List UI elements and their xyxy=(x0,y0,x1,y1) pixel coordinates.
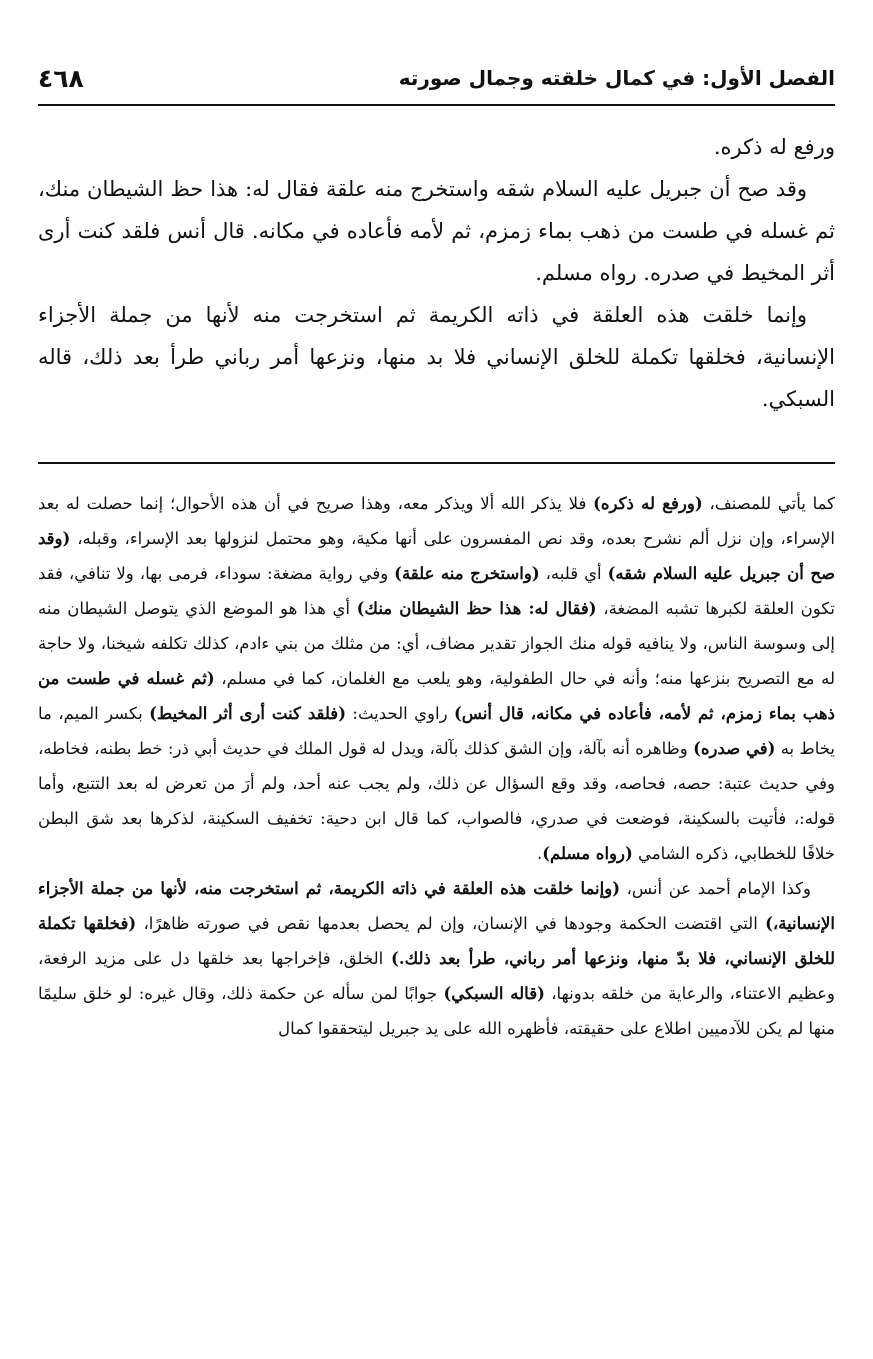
quoted-phrase: (وإنما خلقت هذه العلقة في ذاته الكريمة، ثم استخرجت منه، لأنها من جملة الأجزاء الإنسانية،) xyxy=(38,879,835,933)
commentary-text: وكذا الإمام أحمد عن أنس، xyxy=(620,879,812,898)
page-header xyxy=(38,58,835,98)
commentary-text: كما يأتي للمصنف، xyxy=(702,494,836,513)
commentary-paragraph-2 xyxy=(38,871,835,1046)
main-paragraph-1: ورفع له ذكره. xyxy=(713,135,835,159)
quoted-phrase: (قاله السبكي) xyxy=(443,984,545,1003)
commentary-text: جوابًا لمن سأله عن حكمة ذلك، وقال غيره: لو خلق سليمًا منها لم يكن للآدميين اطلاع على حقيقته، فأظهره الله على يد جبريل ليتحققوا كمال xyxy=(38,984,835,1038)
quoted-phrase: (واستخرج منه علقة) xyxy=(394,564,540,583)
main-text xyxy=(38,126,835,420)
quoted-phrase: (فخلقها تكملة للخلق الإنساني، فلا بدّ منها، ونزعها أمر رباني، طرأ بعد ذلك.) xyxy=(38,914,835,968)
commentary-paragraph-1 xyxy=(38,486,835,871)
quoted-phrase: (في صدره) xyxy=(693,739,776,758)
commentary-text: بكسر الميم، ما يخاط به xyxy=(38,704,835,758)
page-number: ٤٦٨ xyxy=(38,63,84,93)
commentary-rule xyxy=(38,462,835,464)
commentary-text: فلا يذكر الله ألا ويذكر معه، وهذا صريح في أن هذه الأحوال؛ إنما حصلت له بعد الإسراء، وإن نزل ألم نشرح بعده، وقد نص المفسرون على أنها مكية، وهو محتمل لنزولها بعد الإسراء، وقبله، xyxy=(38,494,835,548)
header-rule xyxy=(38,104,835,106)
quoted-phrase: (رواه مسلم) xyxy=(542,844,633,863)
commentary-text: راوي الحديث: xyxy=(346,704,454,723)
commentary-text: وفي رواية مضغة: سوداء، فرمى بها، ولا تنافي، فقد تكون العلقة لكبرها تشبه المضغة، xyxy=(38,564,835,618)
quoted-phrase: (ثم غسله في طست من ذهب بماء زمزم، ثم لأمه، فأعاده في مكانه، قال أنس) xyxy=(38,669,835,723)
main-paragraph-3: وإنما خلقت هذه العلقة في ذاته الكريمة ثم استخرجت منه لأنها من جملة الأجزاء الإنسانية، فخلقها تكملة للخلق الإنساني فلا بد منها، ونزعها أمر رباني طرأ بعد ذلك، قاله السبكي. xyxy=(38,303,835,411)
commentary xyxy=(38,486,835,1046)
commentary-text: وظاهره أنه بآلة، وإن الشق كذلك بآلة، ويدل له قول الملك في حديث أبي ذر: خط بطنه، فخاطه، وفي حديث عتبة: حصه، فحاصه، وقد وقع السؤال عن ذلك، ولم يجب عنه أحد، ولم أرَ من تعرض له بعد التتبع، وأما قوله:، فأتيت بالسكينة، فوضعت في صدري، فالصواب، كما قال ابن دحية: تخفيف السكينة، لذكرها بعد شق البطن خلافًا للخطابي، ذكره الشامي xyxy=(38,739,835,863)
running-title: الفصل الأول: في كمال خلقته وجمال صورته xyxy=(398,66,835,90)
commentary-text: . xyxy=(537,844,543,863)
commentary-text: التي اقتضت الحكمة وجودها في الإنسان، وإن لم يحصل بعدمها نقص في صورته ظاهرًا، xyxy=(136,914,766,933)
commentary-text: الخلق، فإخراجها بعد خلقها دل على مزيد الرفعة، وعظيم الاعتناء، والرعاية من خلقه بدونها، xyxy=(38,949,835,1003)
main-paragraph-2: وقد صح أن جبريل عليه السلام شقه واستخرج منه علقة فقال له: هذا حظ الشيطان منك، ثم غسله في طست من ذهب بماء زمزم، ثم لأمه فأعاده في مكانه. قال أنس فلقد كنت أرى أثر المخيط في صدره. رواه مسلم. xyxy=(38,177,835,285)
quoted-phrase: (فقال له: هذا حظ الشيطان منك) xyxy=(356,599,597,618)
quoted-phrase: (فلقد كنت أرى أثر المخيط) xyxy=(149,704,346,723)
quoted-phrase: (وقد صح أن جبريل عليه السلام شقه) xyxy=(38,529,835,583)
quoted-phrase: (ورفع له ذكره) xyxy=(593,494,703,513)
commentary-text: أي هذا هو الموضع الذي يتوصل الشيطان منه إلى وسوسة الناس، ولا ينافيه قوله منك الجواز تقدير مضاف، أي: من مثلك من بني ءادم، كذلك تكلفه شيخنا، ولا حاجة له مع التصريح بنزعها منه؛ وأنه في حال الطفولية، وهو يلعب مع الغلمان، كما في مسلم، xyxy=(38,599,835,688)
commentary-text: أي قلبه، xyxy=(539,564,608,583)
